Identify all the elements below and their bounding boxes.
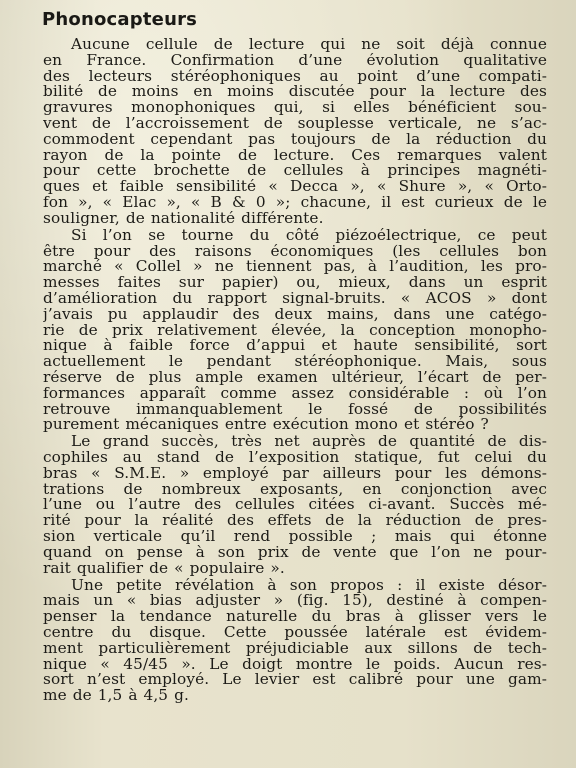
text-line: d’amélioration du rapport signal-bruits. « ACOS » dont (43, 290, 547, 307)
paragraph-cellules-magnetiques (43, 37, 547, 227)
text-line: nique à faible force d’appui et haute sensibilité, sort (43, 338, 547, 355)
text-line: en France. Confirmation d’une évolution qualitative (43, 52, 547, 69)
text-line: rie de prix relativement élevée, la conception monopho- (43, 322, 547, 339)
text-line: messes faites sur papier) ou, mieux, dans un esprit (43, 275, 547, 291)
text-line: formances apparaît comme assez considérable : où l’on (43, 385, 547, 402)
text-line: rité pour la réalité des effets de la réduction de pres- (43, 513, 547, 530)
text-line: ment particulièrement préjudiciable aux sillons de tech- (43, 640, 547, 657)
text-line: être pour des raisons économiques (les cellules bon (43, 243, 547, 260)
text-line: sion verticale qu’il rend possible ; mais qui étonne (43, 529, 547, 545)
text-line: des lecteurs stéréophoniques au point d’une compati- (43, 68, 547, 85)
text-line: pour cette brochette de cellules à principes magnéti- (43, 163, 547, 180)
text-line: j’avais pu applaudir des deux mains, dans une catégo- (43, 306, 547, 323)
text-line: ques et faible sensibilité « Decca », « Shure », « Orto- (43, 179, 547, 195)
text-line: gravures monophoniques qui, si elles bénéficient sou- (43, 100, 547, 116)
text-line: centre du disque. Cette poussée latérale est évidem- (43, 625, 547, 641)
article-body (43, 37, 547, 749)
text-line: réserve de plus ample examen ultérieur, l’écart de per- (43, 369, 547, 386)
text-line: Aucune cellule de lecture qui ne soit déjà connue (71, 37, 547, 53)
text-line: purement mécaniques entre exécution mono et stéréo ? (43, 417, 489, 434)
text-line: penser la tendance naturelle du bras à glisser vers le (43, 609, 547, 626)
text-line: Si l’on se tourne du côté piézoélectrique, ce peut (71, 227, 547, 244)
text-line: souligner, de nationalité différente. (43, 210, 324, 227)
text-line: nique « 45/45 ». Le doigt montre le poids. Aucun res- (43, 656, 547, 673)
paragraph-bras-sme (43, 434, 547, 576)
text-line: vent de l’accroissement de souplesse verticale, ne s’ac- (43, 115, 547, 132)
text-line: marché « Collel » ne tiennent pas, à l’audition, les pro- (43, 259, 547, 276)
text-line: commodent cependant pas toujours de la réduction du (43, 131, 547, 148)
paragraph-piezoelectrique (43, 228, 547, 433)
text-line: actuellement le pendant stéréophonique. Mais, sous (43, 354, 547, 370)
text-line: me de 1,5 à 4,5 g. (43, 688, 189, 705)
text-line: l’une ou l’autre des cellules citées ci-avant. Succès mé- (43, 497, 547, 514)
text-line: quand on pense à son prix de vente que l’on ne pour- (43, 544, 547, 561)
paragraph-bias-adjuster (43, 578, 547, 704)
text-line: bilité de moins en moins discutée pour la lecture des (43, 84, 547, 101)
section-heading: Phonocapteurs (42, 9, 198, 30)
text-line: Une petite révélation à son propos : il existe désor- (71, 577, 547, 594)
text-line: cophiles au stand de l’exposition statique, fut celui du (43, 450, 547, 466)
text-line: trations de nombreux exposants, en conjonction avec (43, 481, 547, 498)
text-line: fon », « Elac », « B & 0 »; chacune, il est curieux de le (43, 194, 547, 211)
text-line: bras « S.M.E. » employé par ailleurs pour les démons- (43, 465, 547, 482)
text-line: rayon de la pointe de lecture. Ces remarques valent (43, 147, 547, 164)
text-line: rait qualifier de « populaire ». (43, 560, 285, 577)
text-line: Le grand succès, très net auprès de quantité de dis- (71, 434, 547, 451)
text-line: retrouve immanquablement le fossé de possibilités (43, 401, 547, 418)
text-line: sort n’est employé. Le levier est calibré pour une gam- (43, 672, 547, 689)
text-line: mais un « bias adjuster » (fig. 15), destiné à compen- (43, 593, 547, 610)
